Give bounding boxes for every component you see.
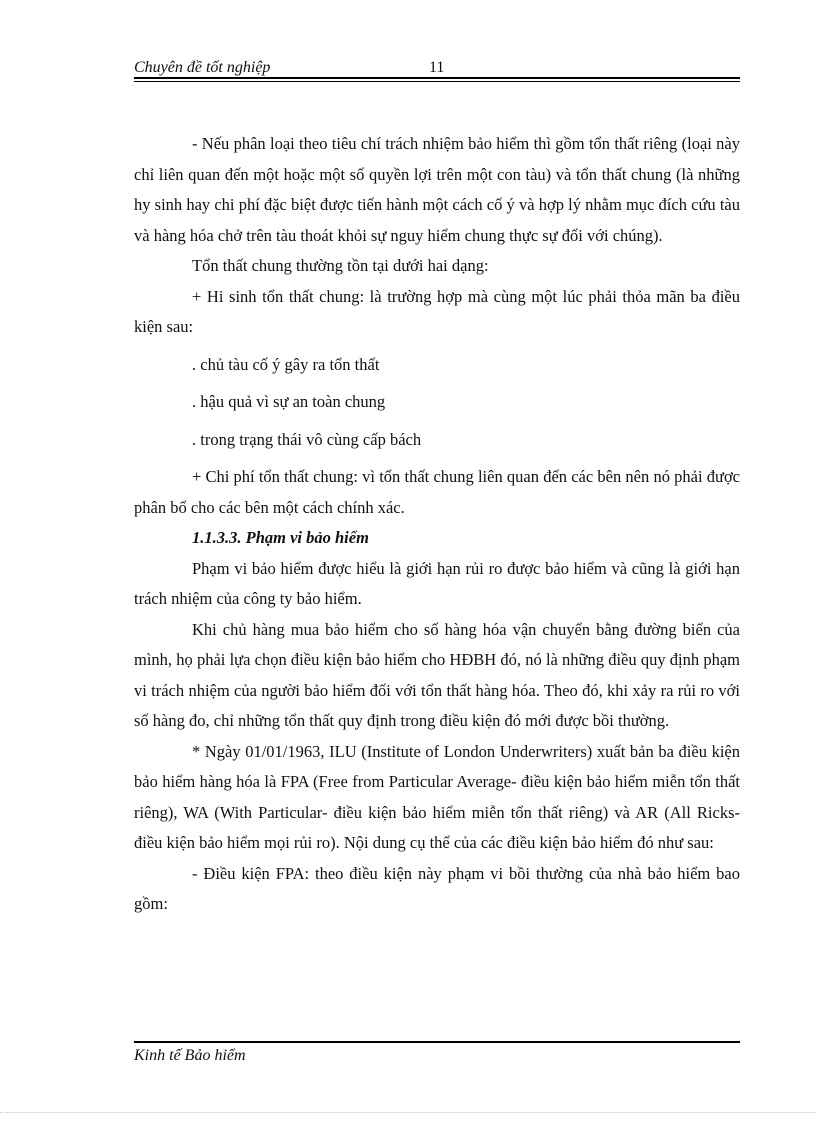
header-rule	[134, 77, 740, 79]
paragraph: - Nếu phân loại theo tiêu chí trách nhiệm bảo hiểm thì gồm tổn thất riêng (loại này chỉ liên quan đến một hoặc một số quyền lợi trên một con tàu) và tổn thất chung (là những hy sinh hay chi phí đặc biệt được tiến hành một cách cố ý và hợp lý nhằm mục đích cứu tàu và hàng hóa chở trên tàu thoát khỏi sự nguy hiểm chung thực sự đối với chúng).	[134, 134, 740, 245]
paragraph: Khi chủ hàng mua bảo hiểm cho số hàng hóa vận chuyển bằng đường biển của mình, họ phải lựa chọn điều kiện bảo hiểm cho HĐBH đó, nó là những điều quy định phạm vi trách nhiệm của người bảo hiểm đối với tổn thất hàng hóa. Theo đó, khi xảy ra rủi ro với số hàng đo, chỉ những tổn thất quy định trong điều kiện đó mới được bồi thường.	[134, 619, 740, 730]
section-heading: 1.1.3.3. Phạm vi bảo hiểm	[192, 528, 369, 547]
footer-text: Kinh tế Bảo hiểm	[134, 1047, 246, 1064]
page-bottom-border	[0, 1112, 816, 1113]
list-item: . chủ tàu cố ý gây ra tổn thất	[192, 354, 380, 374]
paragraph: Tổn thất chung thường tồn tại dưới hai dạng:	[192, 256, 489, 275]
paragraph: * Ngày 01/01/1963, ILU (Institute of London Underwriters) xuất bản ba điều kiện bảo hiểm hàng hóa là FPA (Free from Particular Average- điều kiện bảo hiểm miễn tổn thất riêng), WA (With Particular- điều kiện bảo hiểm miễn tổn thất riêng) và AR (All Ricks- điều kiện bảo hiểm mọi rủi ro). Nội dung cụ thể của các điều kiện bảo hiểm đó như sau:	[134, 741, 740, 852]
document-body	[134, 129, 740, 920]
paragraph: + Hi sinh tổn thất chung: là trường hợp mà cùng một lúc phải thỏa mãn ba điều kiện sau:	[134, 286, 740, 336]
paragraph: + Chi phí tổn thất chung: vì tổn thất chung liên quan đến các bên nên nó phải được phân bổ cho các bên một cách chính xác.	[134, 467, 740, 517]
list-item: . hậu quả vì sự an toàn chung	[192, 392, 386, 411]
list-item: . trong trạng thái vô cùng cấp bách	[192, 429, 422, 449]
page-number: 11	[429, 59, 445, 76]
footer-rule	[134, 1041, 740, 1043]
header-rule-thin	[134, 81, 740, 82]
paragraph: Phạm vi bảo hiểm được hiểu là giới hạn rủi ro được bảo hiểm và cũng là giới hạn trách nhiệm của công ty bảo hiểm.	[134, 558, 740, 608]
paragraph: - Điều kiện FPA: theo điều kiện này phạm vi bồi thường của nhà bảo hiểm bao gồm:	[134, 863, 740, 913]
header-title: Chuyên đề tốt nghiệp	[134, 59, 271, 76]
